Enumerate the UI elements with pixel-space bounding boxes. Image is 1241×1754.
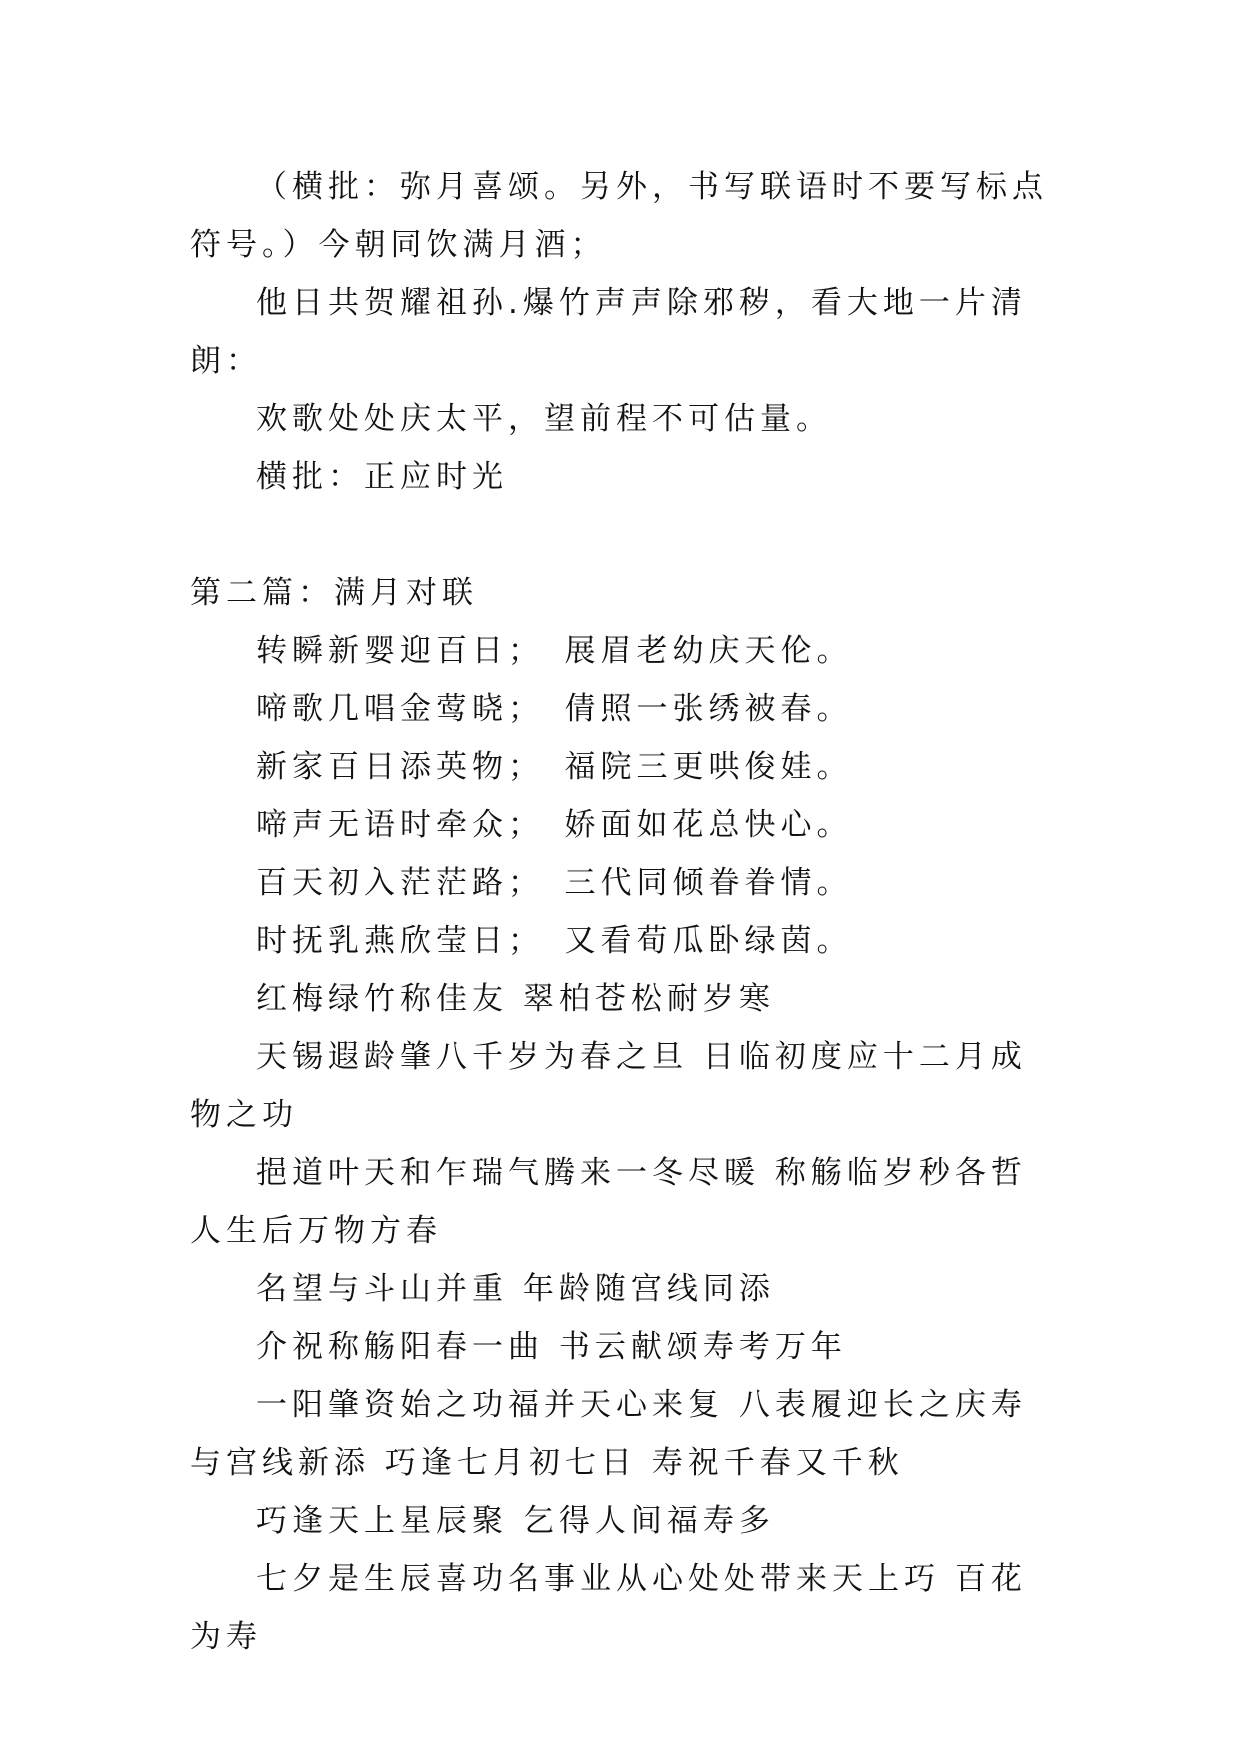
couplet-line: 转瞬新婴迎百日； 展眉老幼庆天伦。	[256, 633, 853, 669]
paragraph: 他日共贺耀祖孙.爆竹声声除邪秽，看大地一片清朗：	[190, 285, 1027, 379]
couplet-line: 挹道叶天和乍瑞气腾来一冬尽暖 称觞临岁秒各哲人生后万物方春	[190, 1155, 1027, 1249]
couplet-line: 七夕是生辰喜功名事业从心处处带来天上巧 百花为寿	[190, 1561, 1027, 1655]
couplet-line: 百天初入茫茫路； 三代同倾眷眷情。	[256, 865, 853, 901]
couplet-line: 啼声无语时牵众； 娇面如花总快心。	[256, 807, 853, 843]
couplet-line: 红梅绿竹称佳友 翠柏苍松耐岁寒	[256, 981, 775, 1017]
couplet-line: 时抚乳燕欣莹日； 又看荀瓜卧绿茵。	[256, 923, 853, 959]
couplet-line: 天锡遐龄肇八千岁为春之旦 日临初度应十二月成物之功	[190, 1039, 1027, 1133]
couplet-line: 名望与斗山并重 年龄随宫线同添	[256, 1271, 775, 1307]
paragraph: （横批：弥月喜颂。另外，书写联语时不要写标点符号。）今朝同饮满月酒；	[190, 169, 1048, 263]
couplet-line: 介祝称觞阳春一曲 书云献颂寿考万年	[256, 1329, 847, 1365]
couplet-line: 巧逢天上星辰聚 乞得人间福寿多	[256, 1503, 775, 1539]
section-heading: 第二篇：满月对联	[190, 575, 478, 611]
couplet-line: 新家百日添英物； 福院三更哄俊娃。	[256, 749, 853, 785]
couplet-line: 一阳肇资始之功福并天心来复 八表履迎长之庆寿与宫线新添 巧逢七月初七日 寿祝千春又千秋	[190, 1387, 1027, 1481]
paragraph: 欢歌处处庆太平，望前程不可估量。	[256, 401, 832, 437]
paragraph: 横批：正应时光	[256, 459, 508, 495]
couplet-line: 啼歌几唱金莺晓； 倩照一张绣被春。	[256, 691, 853, 727]
document-body	[190, 158, 1060, 1666]
